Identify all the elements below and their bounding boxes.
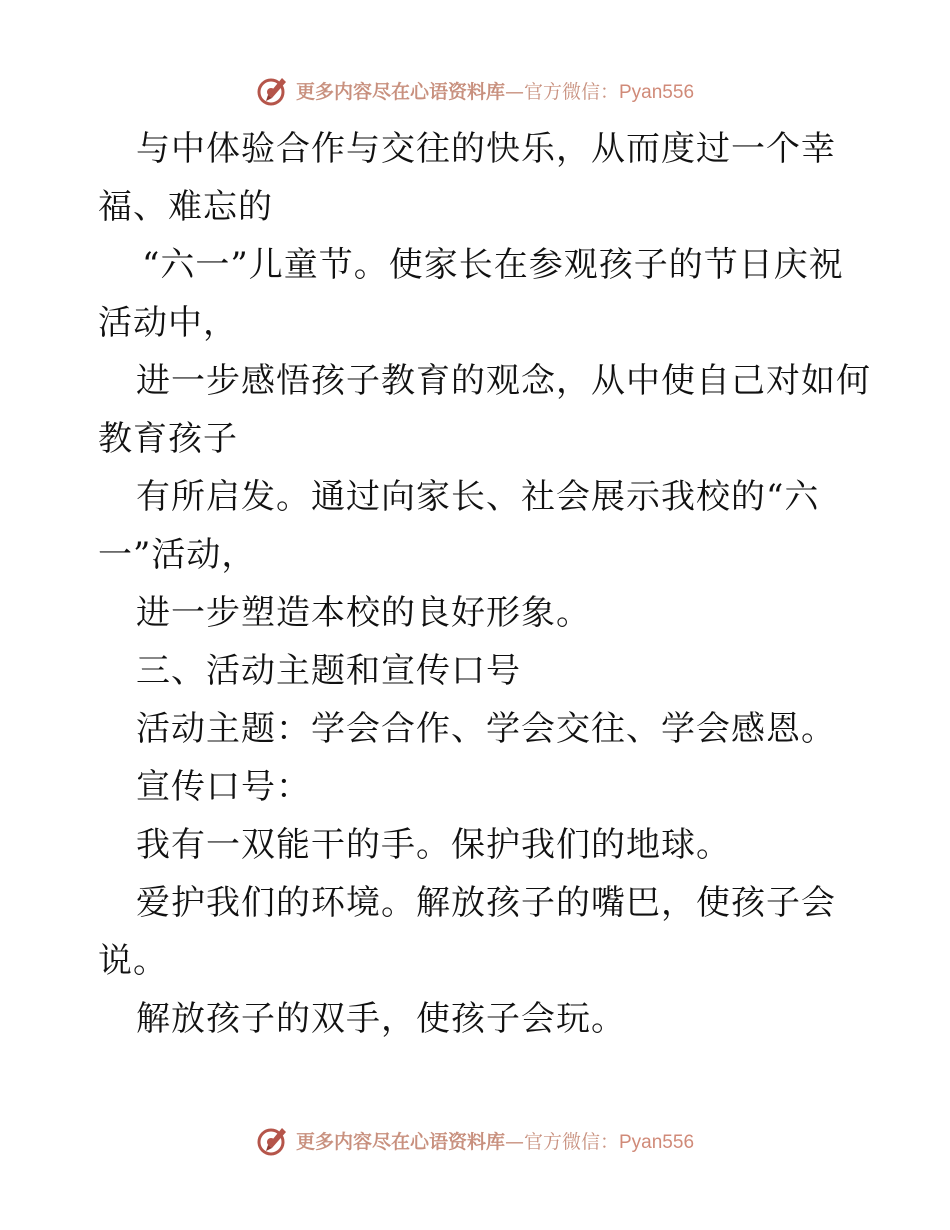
section-heading: 三、活动主题和宣传口号 [136, 651, 521, 691]
footer-watermark [0, 1120, 950, 1160]
watermark-dash: — [504, 80, 524, 103]
body-line: 爱护我们的环境。解放孩子的嘴巴，使孩子会 [136, 883, 836, 923]
body-line: “六一”儿童节。使家长在参观孩子的节日庆祝 [142, 245, 844, 285]
document-body [98, 120, 871, 1048]
body-line: 福、难忘的 [98, 187, 273, 227]
watermark-wechat-label: 官方微信： [523, 1130, 619, 1153]
body-line: 活动中， [98, 303, 238, 343]
body-line: 我有一双能干的手。保护我们的地球。 [136, 825, 731, 865]
pen-nib-circle-icon [256, 73, 290, 107]
header-watermark [0, 70, 950, 110]
body-line: 宣传口号： [136, 767, 311, 807]
body-line: 进一步感悟孩子教育的观念，从中使自己对如何 [136, 361, 871, 401]
body-line: 进一步塑造本校的良好形象。 [136, 593, 591, 633]
body-line: 活动主题：学会合作、学会交往、学会感恩。 [136, 709, 836, 749]
watermark-brand: 更多内容尽在心语资料库 [295, 1130, 505, 1153]
watermark-wechat-label: 官方微信： [523, 80, 619, 103]
body-line: 与中体验合作与交往的快乐，从而度过一个幸 [136, 129, 836, 169]
watermark-dash: — [504, 1130, 524, 1153]
watermark-brand: 更多内容尽在心语资料库 [295, 80, 505, 103]
body-line: 解放孩子的双手，使孩子会玩。 [136, 999, 626, 1039]
watermark-wechat-id: Pyan556 [619, 1131, 695, 1153]
body-line: 有所启发。通过向家长、社会展示我校的“六 [136, 477, 820, 517]
body-line: 说。 [98, 941, 168, 981]
body-line: 教育孩子 [98, 419, 238, 459]
body-line: 一”活动， [98, 535, 257, 575]
pen-nib-circle-icon [256, 1123, 290, 1157]
watermark-wechat-id: Pyan556 [619, 81, 695, 103]
